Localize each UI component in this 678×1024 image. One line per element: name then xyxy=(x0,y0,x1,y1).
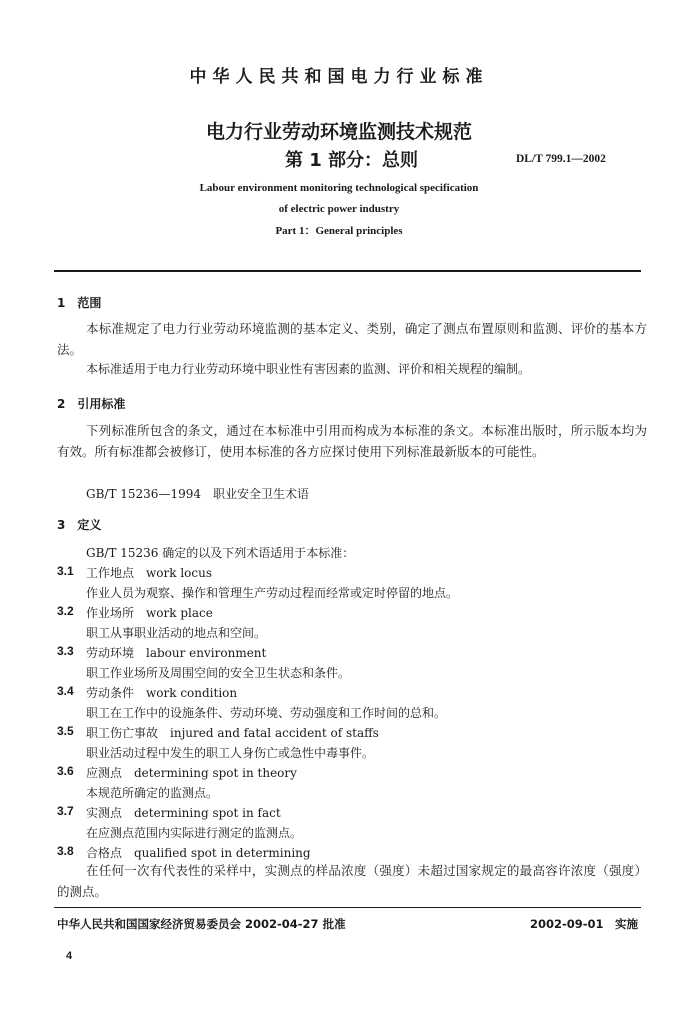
term-title: 劳动条件 work condition xyxy=(86,686,238,700)
part-title: 第 1 部分：总则 xyxy=(285,150,419,171)
term-title: 职工伤亡事故 injured and fatal accident of staffs xyxy=(86,726,379,740)
standard-type-title: 中华人民共和国电力行业标准 xyxy=(189,67,489,87)
term-definition: 职工在工作中的设施条件、劳动环境、劳动强度和工作时间的总和。 xyxy=(86,706,447,720)
english-title-line2: of electric power industry xyxy=(278,203,400,215)
term-number: 3.8 xyxy=(57,844,74,858)
term-number: 3.5 xyxy=(57,724,74,738)
term-definition: 职工作业场所及周围空间的安全卫生状态和条件。 xyxy=(86,666,351,680)
term-title: 作业场所 work place xyxy=(86,606,213,620)
term-title: 工作地点 work locus xyxy=(86,566,212,580)
footer-divider xyxy=(54,907,641,908)
section-3-heading: 3 定义 xyxy=(57,518,102,532)
english-title-line1: Labour environment monitoring technological specification xyxy=(199,182,479,194)
section-1-paragraph-2: 本标准适用于电力行业劳动环境中职业性有害因素的监测、评价和相关规程的编制。 xyxy=(86,362,531,376)
term-definition: 作业人员为观察、操作和管理生产劳动过程而经常或定时停留的地点。 xyxy=(86,586,459,600)
term-definition: 在应测点范围内实际进行测定的监测点。 xyxy=(86,826,303,840)
term-number: 3.1 xyxy=(57,564,74,578)
implementation-date: 2002-09-01 实施 xyxy=(530,917,639,931)
section-1-heading: 1 范围 xyxy=(57,296,102,310)
page-number: 4 xyxy=(66,950,73,962)
term-title: 劳动环境 labour environment xyxy=(86,646,267,660)
term-number: 3.3 xyxy=(57,644,74,658)
term-number: 3.2 xyxy=(57,604,74,618)
term-definition: 职工从事职业活动的地点和空间。 xyxy=(86,626,267,640)
approval-statement: 中华人民共和国国家经济贸易委员会 2002-04-27 批准 xyxy=(57,917,346,931)
term-definition: 在任何一次有代表性的采样中，实测点的样品浓度（强度）未超过国家规定的最高容许浓度（强度）的测点。 xyxy=(57,863,647,899)
term-definition: 职业活动过程中发生的职工人身伤亡或急性中毒事件。 xyxy=(86,746,375,760)
section-1-paragraph-1: 本标准规定了电力行业劳动环境监测的基本定义、类别，确定了测点布置原则和监测、评价的基本方法。 xyxy=(57,321,647,357)
term-title: 实测点 determining spot in fact xyxy=(86,806,281,820)
section-2-heading: 2 引用标准 xyxy=(57,397,126,411)
document-title: 电力行业劳动环境监测技术规范 xyxy=(205,121,472,143)
term-title: 应测点 determining spot in theory xyxy=(86,766,297,780)
term-number: 3.7 xyxy=(57,804,74,818)
section-3-intro: GB/T 15236 确定的以及下列术语适用于本标准： xyxy=(86,546,355,560)
term-title: 合格点 qualified spot in determining xyxy=(86,846,311,860)
section-2-reference: GB/T 15236—1994 职业安全卫生术语 xyxy=(86,487,309,501)
header-divider xyxy=(54,270,641,272)
section-2-paragraph-1: 下列标准所包含的条文，通过在本标准中引用而构成为本标准的条文。本标准出版时，所示版本均为有效。所有标准都会被修订，使用本标准的各方应探讨使用下列标准最新版本的可能性。 xyxy=(57,423,647,459)
term-number: 3.4 xyxy=(57,684,74,698)
standard-number: DL/T 799.1—2002 xyxy=(516,153,606,165)
term-number: 3.6 xyxy=(57,764,74,778)
term-definition: 本规范所确定的监测点。 xyxy=(86,786,219,800)
english-title-line3: Part 1：General principles xyxy=(275,225,403,237)
